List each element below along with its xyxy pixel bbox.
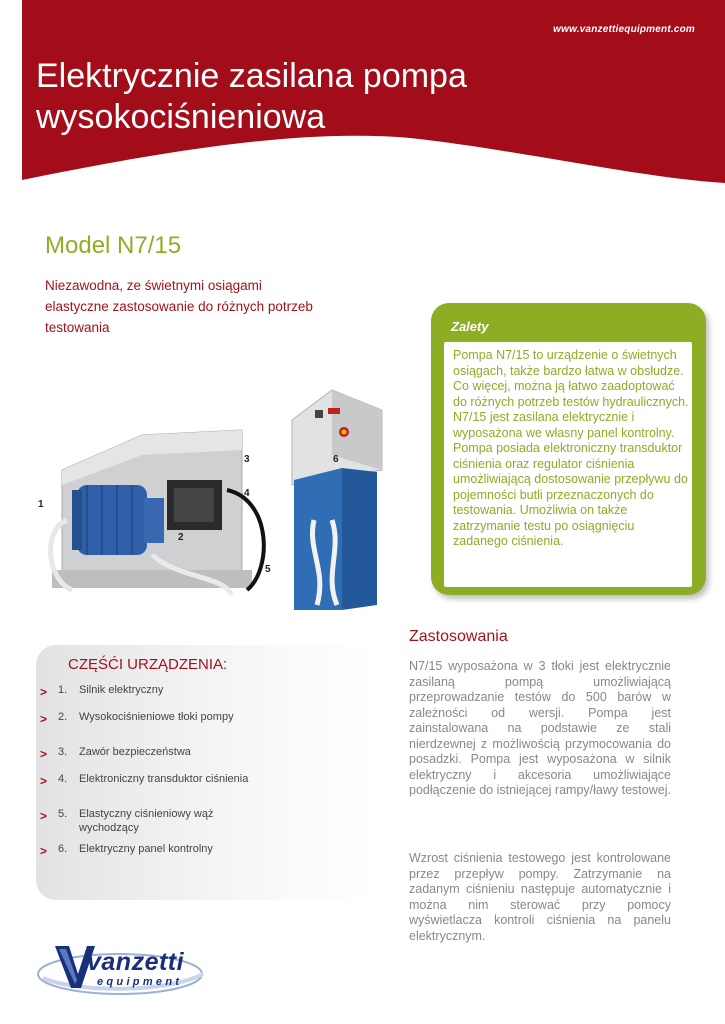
list-item bbox=[36, 683, 366, 710]
arrow-icon: > bbox=[40, 747, 48, 761]
callout-4: 4 bbox=[244, 488, 250, 499]
advantages-text: Pompa N7/15 to urządzenie o świetnych osiągach, także bardzo łatwa w obsłudze. Co więcej, można ją łatwo zaadoptować do różnych potrzeb testów hydraulicznych. N7/15 jest zasilana elektrycznie i wyposażona we własny panel kontrolny. Pompa posiada elektroniczny transduktor ciśnienia oraz regulator ciśnienia umożliwiającą dostosowanie przepływu do pojemności butli przeznaczonych do testowania. Umożliwia on także zatrzymanie testu po osiągnięciu zadanego ciśnienia. bbox=[453, 348, 689, 548]
header-banner bbox=[0, 0, 725, 200]
tagline: Niezawodna, ze świetnymi osiągami elastyczne zastosowanie do różnych potrzeb testowania bbox=[45, 278, 313, 335]
applications-paragraph-2: Wzrost ciśnienia testowego jest kontrolowane przez przepływ pompy. Zatrzymanie na zadanym ciśnieniu następuje automatycznie i można nim sterować przy pomocy wyświetlacza kontroli ciśnienia na panelu elektrycznym. bbox=[409, 851, 671, 943]
item-number: 4. bbox=[58, 773, 68, 785]
applications-title: Zastosowania bbox=[409, 628, 508, 645]
list-item bbox=[36, 842, 366, 869]
arrow-icon: > bbox=[40, 774, 48, 788]
parts-panel bbox=[36, 645, 381, 900]
parts-list bbox=[36, 683, 366, 869]
advantages-content bbox=[444, 342, 692, 587]
item-number: 2. bbox=[58, 711, 68, 723]
advantages-box bbox=[431, 303, 706, 595]
vanzetti-logo bbox=[35, 940, 210, 1000]
callout-5: 5 bbox=[265, 564, 271, 575]
list-item bbox=[36, 745, 366, 772]
arrow-icon: > bbox=[40, 844, 48, 858]
item-text: Elastyczny ciśnieniowy wąż wychodzący bbox=[79, 808, 214, 834]
title-line-2: wysokociśnieniowa bbox=[36, 98, 326, 136]
item-text: Elektroniczny transduktor ciśnienia bbox=[79, 773, 249, 785]
item-text: Silnik elektryczny bbox=[79, 684, 164, 696]
applications-paragraph-1: N7/15 wyposażona w 3 tłoki jest elektrycznie zasilaną pompą umożliwiającą przeprowadzanie testów do 500 barów w zależności od wersji. Pompa jest zainstalowana na podstawie ze stali nierdzewnej z możliwością przymocowania do posadzki. Pompa jest wyposażona w silnik elektryczny i akcesoria umożliwiające podłączenie do istniejącej rampy/ławy testowej. bbox=[409, 659, 671, 797]
item-text: Elektryczny panel kontrolny bbox=[79, 843, 213, 855]
title-line-1: Elektrycznie zasilana pompa bbox=[36, 57, 467, 95]
callout-2: 2 bbox=[178, 532, 184, 543]
callout-1: 1 bbox=[38, 499, 44, 510]
item-text: Zawór bezpieczeństwa bbox=[79, 746, 191, 758]
list-item bbox=[36, 807, 366, 842]
advantages-title: Zalety bbox=[451, 319, 489, 334]
list-item bbox=[36, 772, 366, 807]
website-url[interactable]: www.vanzettiequipment.com bbox=[553, 24, 695, 35]
list-item bbox=[36, 710, 366, 745]
item-number: 1. bbox=[58, 684, 68, 696]
item-text: Wysokociśnieniowe tłoki pompy bbox=[79, 711, 234, 723]
item-number: 5. bbox=[58, 808, 68, 820]
item-number: 6. bbox=[58, 843, 68, 855]
arrow-icon: > bbox=[40, 685, 48, 699]
arrow-icon: > bbox=[40, 809, 48, 823]
product-photo bbox=[32, 380, 392, 620]
item-number: 3. bbox=[58, 746, 68, 758]
logo-subtitle: equipment bbox=[97, 976, 183, 988]
parts-title: CZĘŚĆI URZĄDZENIA: bbox=[68, 656, 228, 673]
logo-name: vanzetti bbox=[87, 948, 185, 976]
callout-3: 3 bbox=[244, 454, 250, 465]
pump-unit-illustration bbox=[32, 380, 392, 620]
arrow-icon: > bbox=[40, 712, 48, 726]
model-heading: Model N7/15 bbox=[45, 232, 182, 259]
page-title bbox=[36, 56, 467, 138]
callout-6: 6 bbox=[333, 454, 339, 465]
